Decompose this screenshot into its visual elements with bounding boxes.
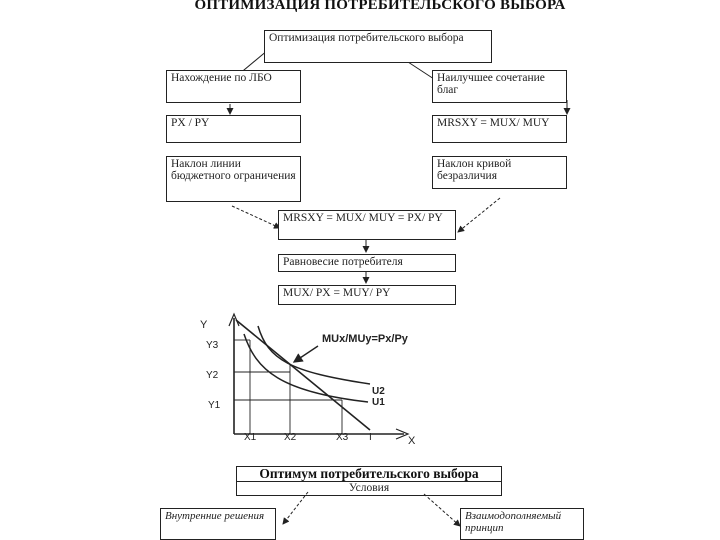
- chart-group: [200, 314, 416, 447]
- box-complement-principle: Взаимодополняемый принцип: [460, 508, 584, 540]
- box-right-1: Наилучшее сочетание благ: [432, 70, 567, 103]
- y-tick-y2: Y2: [206, 370, 219, 381]
- bottom-title: Оптимум потребительского выбора: [237, 467, 501, 482]
- x-tick-x2: X2: [284, 432, 297, 443]
- bottom-title-box: [236, 466, 502, 496]
- annotation-arrow: [294, 346, 318, 362]
- box-left-2-text: PX / PY: [171, 117, 210, 129]
- x-tick-x3: X3: [336, 432, 349, 443]
- page-title: ОПТИМИЗАЦИЯ ПОТРЕБИТЕЛЬСКОГО ВЫБОРА: [194, 0, 566, 13]
- label-u2: U2: [372, 386, 385, 397]
- y-tick-y3: Y3: [206, 340, 219, 351]
- y-axis-label: Y: [200, 319, 208, 331]
- box-inner-solutions: Внутренние решения: [160, 508, 276, 540]
- box-rule: MUX/ PX = MUY/ PY: [278, 285, 456, 305]
- y-tick-y1: Y1: [208, 400, 221, 411]
- chart-annotation: MUx/MUy=Px/Py: [322, 333, 408, 345]
- x-tick-x1: X1: [244, 432, 257, 443]
- box-right-2-text: MRSXY = MUX/ MUY: [437, 117, 550, 129]
- box-left-1: Нахождение по ЛБО: [166, 70, 301, 103]
- box-equilibrium: Равновесие потребителя: [278, 254, 456, 272]
- x-axis-label: X: [408, 435, 416, 447]
- conditions-label: Условия: [348, 482, 390, 494]
- box-root: Оптимизация потребительского выбора: [264, 30, 492, 63]
- box-left-3: Наклон линии бюджетного ограничения: [166, 156, 301, 202]
- label-u1: U1: [372, 397, 385, 408]
- box-merge: MRSXY = MUX/ MUY = PX/ PY: [278, 210, 456, 240]
- box-right-3: Наклон кривой безразличия: [432, 156, 567, 189]
- x-tick-i: I: [369, 432, 372, 443]
